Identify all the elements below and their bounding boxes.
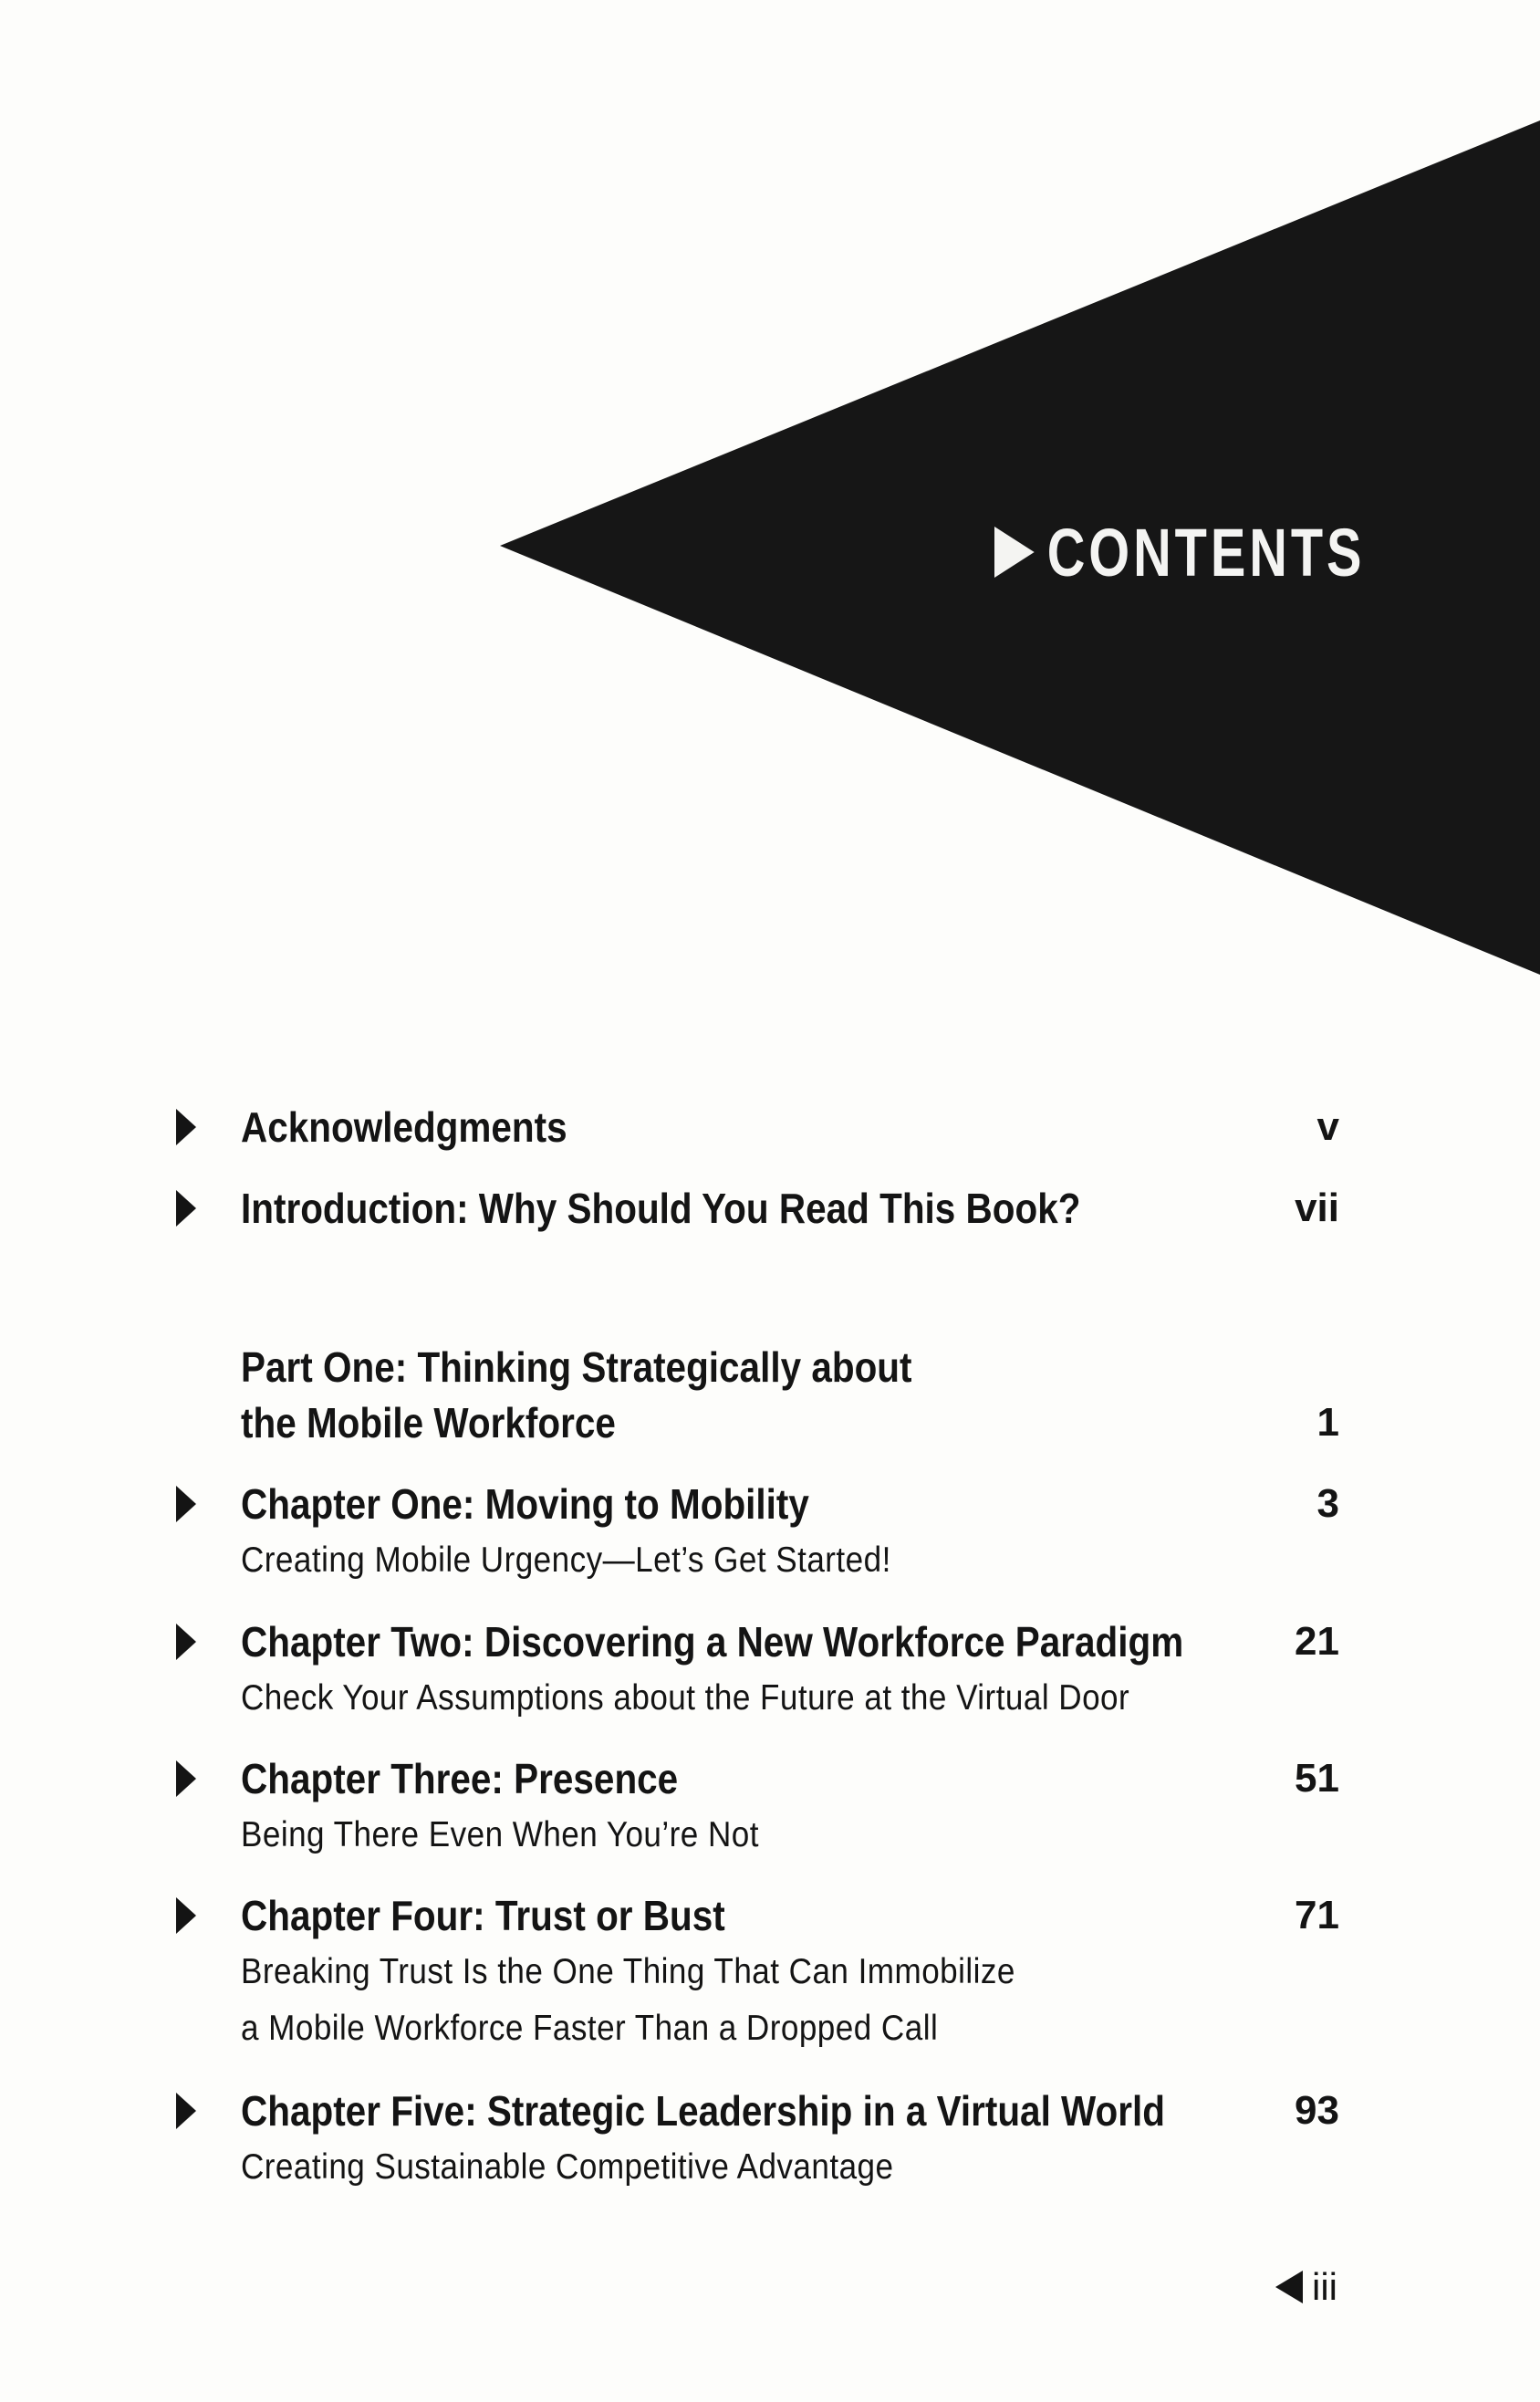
entry-page-number: 71 [1295,1893,1339,1937]
entry-title: Chapter Two: Discovering a New Workforce Paradigm [241,1618,1184,1666]
left-arrow-icon [1275,2271,1303,2303]
contents-title: CONTENTS [1046,514,1366,590]
bullet-arrow-icon [176,1624,196,1660]
entry-title: Chapter Five: Strategic Leadership in a Virtual World [241,2087,1165,2135]
entry-page-number: v [1316,1104,1339,1149]
entry-subtitle: Being There Even When You’re Not [241,1815,759,1854]
entry-subtitle: Creating Sustainable Competitive Advantage [241,2147,894,2187]
entry-subtitle-line-1: Breaking Trust Is the One Thing That Can Immobilize [241,1952,1015,1991]
footer-page-number: iii [1312,2265,1337,2308]
entry-title-line-2: the Mobile Workforce [241,1399,616,1446]
bullet-arrow-icon [176,1486,196,1522]
entry-subtitle-line-2: a Mobile Workforce Faster Than a Dropped Call [241,2009,939,2048]
contents-heading [994,511,1365,593]
entry-title: Acknowledgments [241,1103,567,1151]
bullet-arrow-icon [176,2093,196,2129]
entry-page-number: 21 [1295,1619,1339,1664]
entry-title: Chapter Four: Trust or Bust [241,1892,725,1939]
entry-page-number: 1 [1316,1400,1339,1445]
entry-page-number: 51 [1295,1756,1339,1801]
entry-subtitle: Creating Mobile Urgency—Let’s Get Started! [241,1540,891,1580]
entry-page-number: 3 [1316,1481,1339,1526]
entry-title: Chapter One: Moving to Mobility [241,1480,809,1528]
bullet-arrow-icon [176,1190,196,1227]
entry-title-line-1: Part One: Thinking Strategically about [241,1343,912,1391]
entry-page-number: 93 [1295,2088,1339,2133]
entry-page-number: vii [1295,1185,1339,1230]
entry-title: Chapter Three: Presence [241,1755,679,1802]
bullet-arrow-icon [176,1760,196,1797]
entry-title: Introduction: Why Should You Read This Book? [241,1185,1081,1232]
footer-page-marker [1275,2261,1337,2313]
bullet-arrow-icon [176,1109,196,1145]
entry-subtitle: Check Your Assumptions about the Future at the Virtual Door [241,1678,1130,1718]
bullet-arrow-icon [176,1897,196,1934]
play-arrow-icon [994,527,1035,578]
